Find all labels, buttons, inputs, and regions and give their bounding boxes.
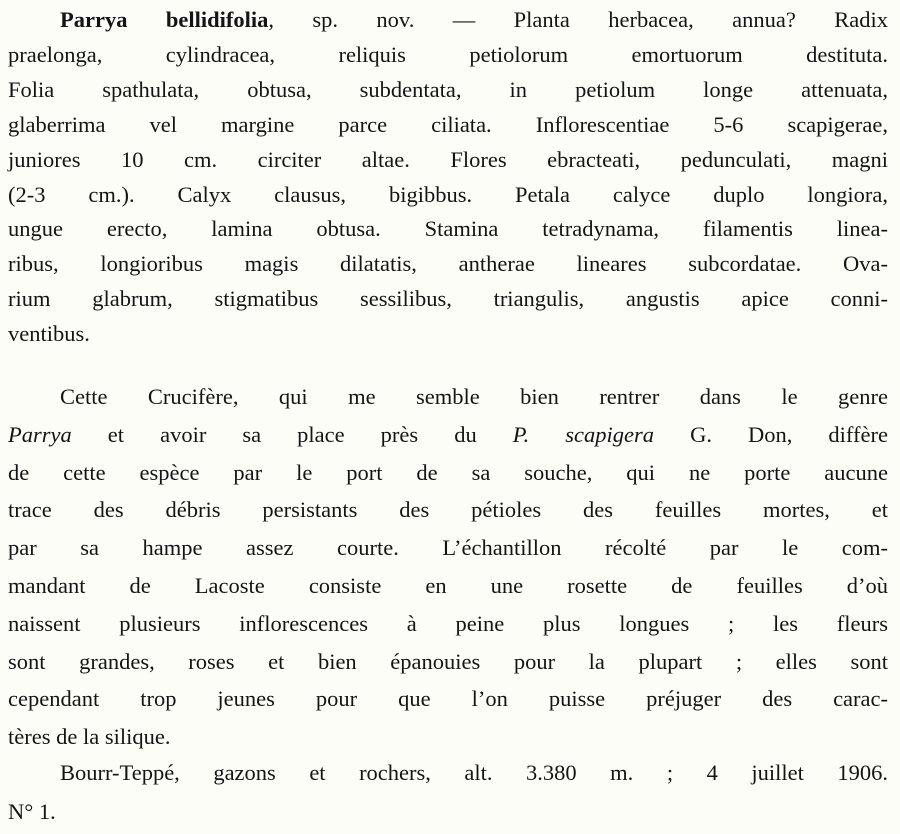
text-segment: G. Don, diffère [654, 421, 888, 447]
paragraph-2-line [8, 685, 888, 713]
paragraph-1-line [60, 6, 888, 34]
text-segment: naissent plusieurs inflorescences à peine plus longues ; les fleurs [8, 610, 888, 636]
paragraph-1-line [8, 181, 888, 209]
paragraph-1-line [8, 111, 888, 139]
text-segment: ribus, longioribus magis dilatatis, antherae lineares subcordatae. Ova- [8, 251, 888, 277]
text-segment: ungue erecto, lamina obtusa. Stamina tetradynama, filamentis linea- [8, 216, 888, 242]
paragraph-1-line [8, 320, 888, 348]
text-segment: Folia spathulata, obtusa, subdentata, in petiolum longe attenuata, [8, 76, 888, 102]
text-segment: rium glabrum, stigmatibus sessilibus, triangulis, angustis apice conni- [8, 286, 888, 312]
paragraph-2-line [8, 496, 888, 524]
paragraph-1-line [8, 146, 888, 174]
text-segment: de cette espèce par le port de sa souche, qui ne porte aucune [8, 459, 888, 485]
paragraph-2-line [8, 610, 888, 638]
text-segment: Cette Crucifère, qui me semble bien rentrer dans le genre [60, 384, 888, 409]
text-segment: trace des débris persistants des pétioles des feuilles mortes, et [8, 497, 888, 523]
paragraph-2-line [60, 383, 888, 411]
paragraph-1-line [8, 250, 888, 278]
text-segment: , sp. nov. — Planta herbacea, annua? Radix [268, 7, 888, 32]
text-segment: cependant trop jeunes pour que l’on puisse préjuger des carac- [8, 686, 888, 712]
species-name: Parrya bellidifolia [60, 7, 269, 32]
taxon-name-italic: Parrya [8, 421, 72, 447]
text-segment: sont grandes, roses et bien épanouies pour la plupart ; elles sont [8, 648, 888, 674]
paragraph-3-line [8, 798, 888, 826]
text-segment: glaberrima vel margine parce ciliata. Inflorescentiae 5-6 scapigerae, [8, 111, 888, 137]
paragraph-1-line [8, 215, 888, 243]
paragraph-1-line [8, 76, 888, 104]
text-segment: (2-3 cm.). Calyx clausus, bigibbus. Petala calyce duplo longiora, [8, 181, 888, 207]
text-segment: et avoir sa place près du [71, 421, 513, 447]
taxon-name-italic: P. scapigera [512, 421, 655, 447]
paragraph-2-line [8, 534, 888, 562]
paragraph-2-line [8, 572, 888, 600]
paragraph-2-line [8, 421, 888, 449]
text-segment: N° 1. [8, 799, 56, 824]
paragraph-1-line [8, 285, 888, 313]
text-segment: Bourr-Teppé, gazons et rochers, alt. 3.380 m. ; 4 juillet 1906. [60, 760, 888, 785]
paragraph-3-line [60, 759, 888, 787]
paragraph-1-line [8, 41, 888, 69]
text-segment: juniores 10 cm. circiter altae. Flores ebracteati, pedunculati, magni [8, 146, 888, 172]
text-segment: praelonga, cylindracea, reliquis petiolorum emortuorum destituta. [8, 41, 888, 67]
text-segment: ventibus. [8, 321, 90, 347]
text-segment: par sa hampe assez courte. L’échantillon récolté par le com- [8, 535, 888, 561]
paragraph-2-line [8, 723, 888, 751]
text-segment: mandant de Lacoste consiste en une rosette de feuilles d’où [8, 573, 888, 598]
paragraph-2-line [8, 648, 888, 676]
text-segment: tères de la silique. [8, 724, 171, 750]
paragraph-2-line [8, 459, 888, 487]
